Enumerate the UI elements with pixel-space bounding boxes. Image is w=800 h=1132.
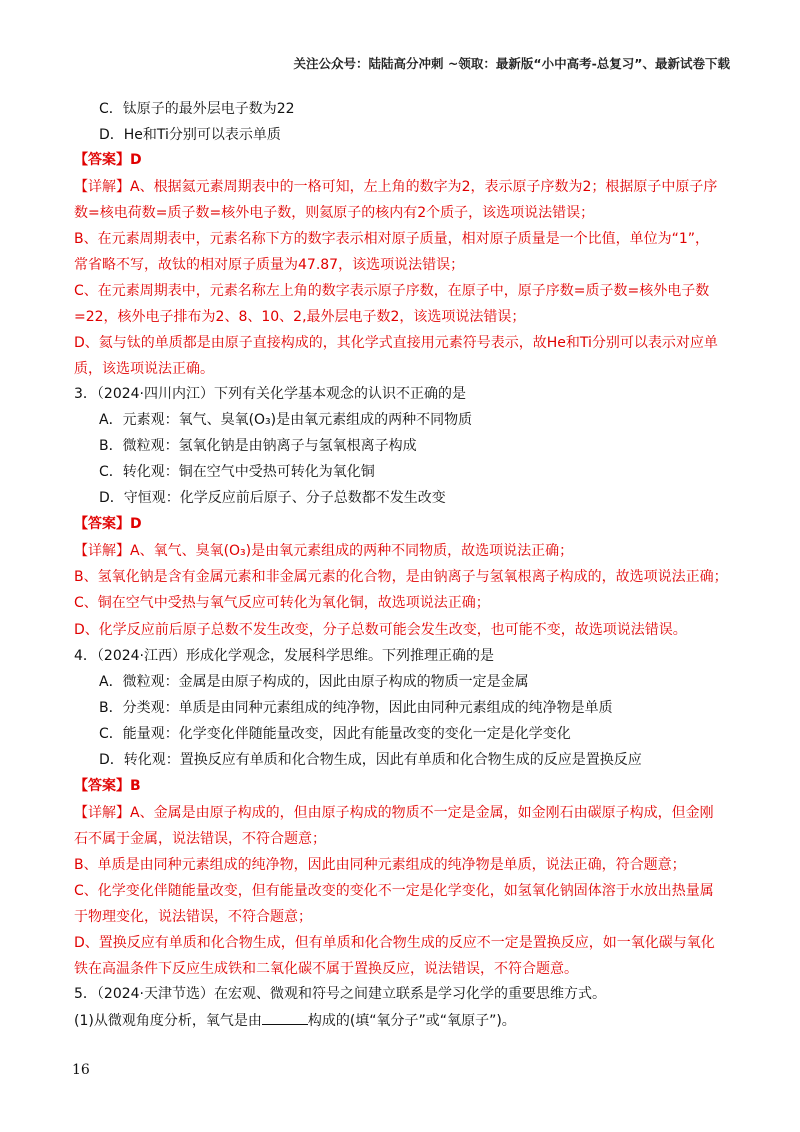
q3-detail-line: B、氢氧化钠是含有金属元素和非金属元素的化合物，是由钠离子与氢氧根离子构成的，故选项说法正确； — [74, 569, 728, 585]
q2-detail-line: =22，核外电子排布为2、8、10、2,最外层电子数2，该选项说法错误； — [74, 309, 526, 325]
q3-stem: 3．（2024·四川内江）下列有关化学基本观念的认识不正确的是 — [74, 386, 466, 402]
q4-detail-line: 于物理变化，说法错误，不符合题意； — [74, 909, 312, 925]
q4-detail-line: D、置换反应有单质和化合物生成，但有单质和化合物生成的反应不一定是置换反应，如一氧化碳与氧化 — [74, 935, 715, 951]
q2-option-d: D．He和Ti分别可以表示单质 — [99, 127, 281, 143]
q4-option-a: A．微粒观：金属是由原子构成的，因此由原子构成的物质一定是金属 — [99, 674, 529, 690]
q4-detail-line: 【详解】A、金属是由原子构成的，但由原子构成的物质不一定是金属，如金刚石由碳原子构成，但金刚 — [74, 805, 714, 821]
page-header: 关注公众号：陆陆高分冲刺 ~领取：最新版“小中高考-总复习”、最新试卷下载 — [293, 56, 730, 71]
q5-sub1 — [74, 1010, 516, 1031]
q4-detail-line: C、化学变化伴随能量改变，但有能量改变的变化不一定是化学变化，如氢氧化钠固体溶于水放出热量属 — [74, 883, 714, 899]
q4-detail-line: 铁在高温条件下反应生成铁和二氧化碳不属于置换反应，说法错误，不符合题意。 — [74, 961, 578, 977]
q5-sub1-text: 构成的(填“氧分子”或“氧原子”)。 — [307, 1013, 516, 1029]
q2-detail-line: 【详解】A、根据氦元素周期表中的一格可知，左上角的数字为2，表示原子序数为2；根据原子中原子序 — [74, 179, 718, 195]
q4-detail-line: 石不属于金属，说法错误，不符合题意； — [74, 831, 326, 847]
q3-option-b: B．微粒观：氢氧化钠是由钠离子与氢氧根离子构成 — [99, 438, 417, 454]
q3-detail-line: C、铜在空气中受热与氧气反应可转化为氧化铜，故选项说法正确； — [74, 595, 490, 611]
q4-stem: 4．（2024·江西）形成化学观念，发展科学思维。下列推理正确的是 — [74, 648, 494, 664]
q5-sub1-text: (1)从微观角度分析，氧气是由 — [74, 1013, 262, 1029]
q2-detail-line: 常省略不写，故钛的相对原子质量为47.87，该选项说法错误； — [74, 257, 465, 273]
q3-option-a: A．元素观：氧气、臭氧(O₃)是由氧元素组成的两种不同物质 — [99, 412, 473, 428]
q3-detail-line: 【详解】A、氧气、臭氧(O₃)是由氧元素组成的两种不同物质，故选项说法正确； — [74, 543, 574, 559]
q3-option-c: C．转化观：铜在空气中受热可转化为氧化铜 — [99, 464, 375, 480]
q2-detail-line: B、在元素周期表中，元素名称下方的数字表示相对原子质量，相对原子质量是一个比值，单位为“1”， — [74, 231, 710, 247]
q3-detail-line: D、化学反应前后原子总数不发生改变，分子总数可能会发生改变，也可能不变，故选项说法错误。 — [74, 622, 687, 638]
q2-detail-line: 质，该选项说法正确。 — [74, 361, 214, 377]
q4-option-c: C．能量观：化学变化伴随能量改变，因此有能量改变的变化一定是化学变化 — [99, 726, 571, 742]
q2-detail-line: D、氦与钛的单质都是由原子直接构成的，其化学式直接用元素符号表示，故He和Ti分别可以表示对应单 — [74, 335, 718, 351]
q2-option-c: C．钛原子的最外层电子数为22 — [99, 101, 295, 117]
answer-blank — [262, 1010, 308, 1025]
q5-stem: 5．（2024·天津节选）在宏观、微观和符号之间建立联系是学习化学的重要思维方式。 — [74, 986, 606, 1002]
q3-answer: 【答案】D — [74, 516, 142, 532]
q4-detail-line: B、单质是由同种元素组成的纯净物，因此由同种元素组成的纯净物是单质，说法正确，符合题意； — [74, 857, 686, 873]
q4-option-d: D．转化观：置换反应有单质和化合物生成，因此有单质和化合物生成的反应是置换反应 — [99, 752, 642, 768]
q2-detail-line: C、在元素周期表中，元素名称左上角的数字表示原子序数，在原子中，原子序数=质子数=核外电子数 — [74, 283, 710, 299]
q2-detail-line: 数=核电荷数=质子数=核外电子数，则氦原子的核内有2个质子，该选项说法错误； — [74, 205, 595, 221]
page-number: 16 — [72, 1062, 90, 1078]
q4-option-b: B．分类观：单质是由同种元素组成的纯净物，因此由同种元素组成的纯净物是单质 — [99, 700, 613, 716]
q4-answer: 【答案】B — [74, 778, 141, 794]
q3-option-d: D．守恒观：化学反应前后原子、分子总数都不发生改变 — [99, 490, 446, 506]
q2-answer: 【答案】D — [74, 152, 142, 168]
